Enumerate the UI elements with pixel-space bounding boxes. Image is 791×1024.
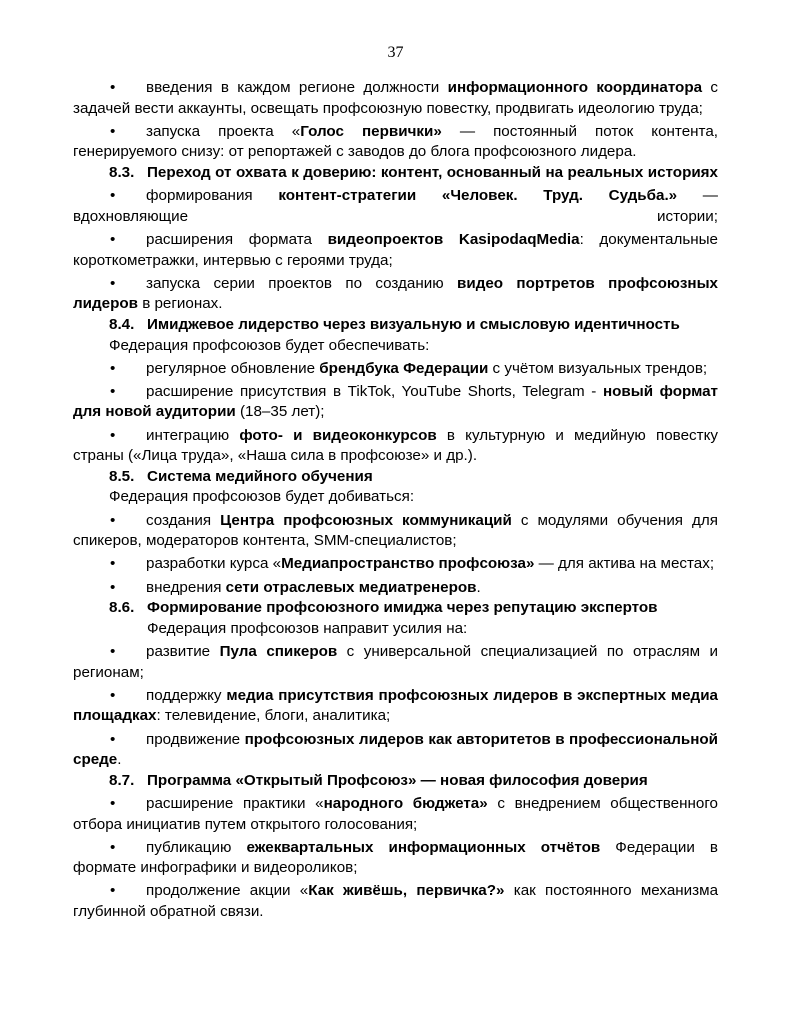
text-run: в культурную и медийную повестку страны («Лица труда», «Наша сила в профсоюзе» и др.). [73,426,718,465]
bullet-item [73,274,718,315]
text-run: поддержку [146,686,227,704]
section-heading [73,467,718,488]
text-run: запуска серии проектов по созданию [146,274,458,292]
text-run: формирования [146,187,279,205]
text-run: в регионах. [137,295,223,313]
text-run: развитие [146,642,220,660]
bold-text: информационного координатора [447,79,703,96]
document-body [73,78,718,923]
intro-line: Федерация профсоюзов будет обеспечивать: [109,336,430,354]
text-run: внедрения [146,578,226,596]
section-title: Переход от охвата к доверию: контент, основанный на реальных историях [147,163,718,181]
bold-text: сети отраслевых медиатренеров [225,578,477,596]
bold-text: новый формат для новой аудитории [73,382,718,421]
bold-text: брендбука Федерации [319,359,489,377]
bold-text: профсоюзных лидеров как авторитетов в профессиональной среде [73,730,719,769]
bold-text: фото- и видеоконкурсов [239,426,437,444]
text-run: разработки курса « [146,555,282,573]
text-run: (18–35 лет); [235,403,325,421]
text-run: . [117,751,122,769]
text-run: — вдохновляющие истории; [73,187,718,225]
text-run: запуска проекта « [146,122,301,140]
text-run: расширения формата [146,230,328,248]
text-run: расширение присутствия в TikTok, YouTube Shorts, Telegram - [146,382,603,400]
section-number: 8.4. [109,315,135,333]
text-run: как постоянного механизма глубинной обратной связи. [73,882,719,921]
text-run: с учётом визуальных трендов; [488,359,708,377]
bullet-item [73,78,718,119]
bullet-item [73,686,718,727]
section-title: Программа «Открытый Профсоюз» — новая философия доверия [147,771,648,789]
page-number: 37 [387,44,404,61]
bullet-item [73,359,718,380]
section-number: 8.7. [109,771,135,789]
text-run: с универсальной специализацией по отраслям и регионам; [73,642,718,681]
bold-text: медиа присутствия профсоюзных лидеров в экспертных медиа площадках [73,686,718,725]
bullet-item [73,511,718,552]
section-number: 8.5. [109,467,135,485]
bullet-item [73,578,718,599]
bullet-item [73,794,718,835]
text-run: Федерации в формате инфографики и видеороликов; [73,838,718,877]
bold-text: видео портретов профсоюзных лидеров [73,274,718,313]
bold-text: Пула спикеров [219,642,338,660]
bullet-item [73,186,718,227]
text-run: : документальные короткометражки, интервью с героями труда; [73,230,718,269]
text-run: интеграцию [146,426,240,444]
bold-text: Медиапространство профсоюза» [281,555,535,573]
text-run: с модулями обучения для спикеров, модераторов контента, SMM-специалистов; [73,511,718,550]
bold-text: Голос первички» [300,122,442,140]
bullet-item [73,730,718,771]
section-number: 8.3. [109,163,135,181]
bullet-item [73,881,718,922]
text-run: введения в каждом регионе должности [146,79,448,96]
intro-line: Федерация профсоюзов направит усилия на: [147,619,468,637]
text-run: — для актива на местах; [534,555,715,573]
bullet-item [73,838,718,879]
section-title: Система медийного обучения [147,467,373,485]
text-run: продвижение [146,730,245,748]
text-run: с задачей вести аккаунты, освещать профсоюзную повестку, продвигать идеологию труда; [73,79,718,117]
section-title: Имиджевое лидерство через визуальную и смысловую идентичность [147,315,680,333]
section-heading [73,163,718,184]
bullet-item [73,122,718,163]
section-number: 8.6. [109,599,135,617]
section-heading [73,598,718,619]
text-run: расширение практики « [146,794,324,812]
section-heading [73,771,718,792]
bullet-item [73,382,718,423]
bullet-item [73,554,718,575]
text-run: : телевидение, блоги, аналитика; [156,707,391,725]
section-heading [73,315,718,336]
text-run: публикацию [146,838,247,856]
bold-text: контент-стратегии «Человек. Труд. Судьба.» [278,187,678,205]
bullet-item [73,426,718,467]
bullet-item [73,230,718,271]
bullet-item [73,642,718,683]
bold-text: Как живёшь, первичка?» [308,882,505,900]
intro-line: Федерация профсоюзов будет добиваться: [109,488,415,506]
bold-text: народного бюджета» [323,794,488,812]
text-run: — постоянный поток контента, генерируемого снизу: от репортажей с заводов до блога профсоюзного лидера. [73,122,718,161]
section-title: Формирование профсоюзного имиджа через репутацию экспертов [147,599,658,617]
bold-text: ежеквартальных информационных отчётов [246,838,601,856]
bold-text: Центра профсоюзных коммуникаций [220,511,512,529]
bold-text: видеопроектов KasipodaqMedia [327,230,580,248]
text-run: регулярное обновление [146,359,320,377]
text-run: с внедрением общественного отбора инициатив путем открытого голосования; [73,794,718,833]
text-run: создания [146,511,221,529]
text-run: продолжение акции « [146,882,309,900]
text-run: . [476,578,481,596]
